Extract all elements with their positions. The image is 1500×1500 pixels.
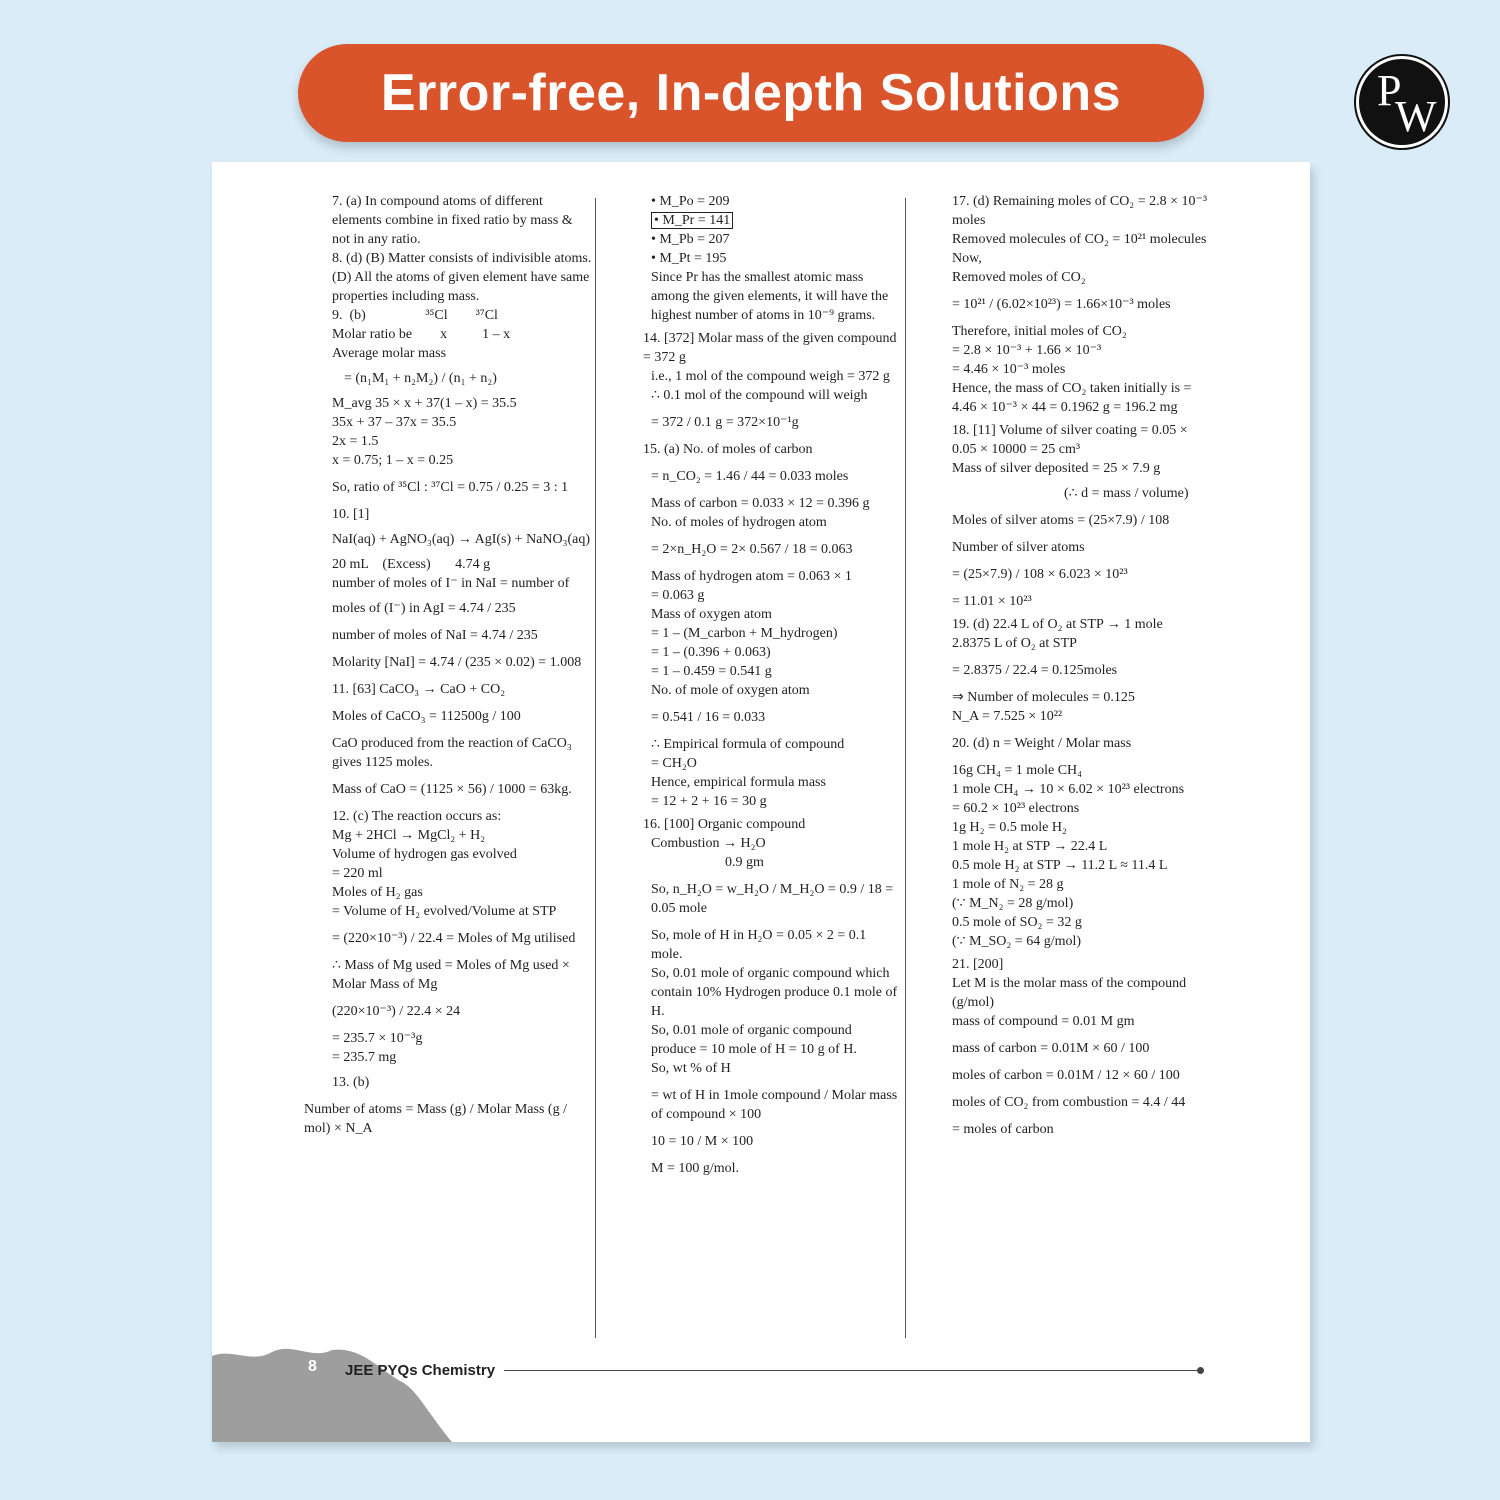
text-line: number of moles of I⁻ in NaI = number of — [332, 576, 570, 591]
text-line: M_avg 35 × x + 37(1 – x) = 35.5 — [332, 396, 517, 411]
text-line: Removed moles of CO₂ — [952, 270, 1086, 285]
text-line: Average molar mass — [332, 346, 447, 361]
text-line: 12. (c) The reaction occurs as: — [332, 809, 502, 824]
text-line: 20 mL (Excess) 4.74 g — [332, 557, 491, 572]
equation: = (25×7.9) / 108 × 6.023 × 10²³ — [952, 567, 1128, 582]
text-line: 1g H₂ = 0.5 mole H₂ — [952, 820, 1067, 835]
text-line: So, mole of H in H₂O = 0.05 × 2 = 0.1 mole. — [651, 928, 867, 962]
text-line: (∵ M_N₂ = 28 g/mol) — [952, 896, 1074, 911]
equation: = (n₁M₁ + n₂M₂) / (n₁ + n₂) — [344, 371, 497, 386]
text-line: So, wt % of H — [651, 1061, 731, 1076]
text-line: Mass of oxygen atom — [651, 607, 772, 622]
equation: moles of (I⁻) in AgI = 4.74 / 235 — [332, 601, 516, 616]
text-line: ⇒ Number of molecules = 0.125 — [952, 690, 1135, 705]
text-line: x = 0.75; 1 – x = 0.25 — [332, 453, 454, 468]
equation: So, ratio of ³⁵Cl : ³⁷Cl = 0.75 / 0.25 = 3 : 1 — [332, 480, 569, 495]
text-line: Let M is the molar mass of the compound (g/mol) — [952, 976, 1187, 1010]
column-divider-1 — [595, 198, 596, 1338]
equation: mass of carbon = 0.01M × 60 / 100 — [952, 1041, 1150, 1056]
equation: = 0.541 / 16 = 0.033 — [651, 710, 766, 725]
text-line: 11. [63] CaCO₃ → CaO + CO₂ — [332, 682, 506, 697]
equation: So, n_H₂O = w_H₂O / M_H₂O = 0.9 / 18 = 0.05 mole — [651, 882, 894, 916]
equation: (220×10⁻³) / 22.4 × 24 — [332, 1004, 461, 1019]
footer-rule-end-dot — [1197, 1367, 1204, 1374]
text-line: 0.5 mole of SO₂ = 32 g — [952, 915, 1082, 930]
text-line: 17. (d) Remaining moles of CO₂ = 2.8 × 10⁻³ moles — [952, 194, 1208, 228]
equation: = 10²¹ / (6.02×10²³) = 1.66×10⁻³ moles — [952, 297, 1171, 312]
column-2 — [615, 192, 900, 1178]
text-line: = Volume of H₂ evolved/Volume at STP — [332, 904, 557, 919]
text-line: = 235.7 mg — [332, 1050, 397, 1065]
text-line: Therefore, initial moles of CO₂ — [952, 324, 1127, 339]
text-line: No. of mole of oxygen atom — [651, 683, 810, 698]
text-line: = 235.7 × 10⁻³g — [332, 1031, 423, 1046]
equation: 20. (d) n = Weight / Molar mass — [952, 736, 1132, 751]
text-line: = 1 – (M_carbon + M_hydrogen) — [651, 626, 838, 641]
logo-letter-p: P — [1377, 66, 1402, 115]
text-line: 2.8375 L of O₂ at STP — [952, 636, 1077, 651]
footer-rule — [504, 1370, 1198, 1371]
text-line: No. of moles of hydrogen atom — [651, 515, 827, 530]
page-number: 8 — [308, 1358, 317, 1375]
column-divider-2 — [905, 198, 906, 1338]
text-line: 2x = 1.5 — [332, 434, 379, 449]
logo-letter-w: W — [1395, 92, 1437, 141]
text-line: 8. (d) (B) Matter consists of indivisible atoms. — [332, 251, 592, 266]
header-banner — [298, 44, 1204, 142]
banner-title: Error-free, In-depth Solutions — [380, 64, 1122, 122]
text-line: = 1 – (0.396 + 0.063) — [651, 645, 771, 660]
equation: = 372 / 0.1 g = 372×10⁻¹g — [651, 415, 799, 430]
text-line: 7. (a) In compound atoms of different elements combine in fixed ratio by mass & not in any ratio. — [332, 194, 573, 247]
text-line: So, 0.01 mole of organic compound produce = 10 mole of H = 10 g of H. — [651, 1023, 857, 1057]
equation: Mass of CaO = (1125 × 56) / 1000 = 63kg. — [332, 782, 572, 797]
text-line: ∴ 0.1 mol of the compound will weigh — [651, 388, 868, 403]
text-line: Hence, the mass of CO₂ taken initially is = 4.46 × 10⁻³ × 44 = 0.1962 g = 196.2 mg — [952, 381, 1192, 415]
text-line: mass of compound = 0.01 M gm — [952, 1014, 1135, 1029]
text-line: Moles of H₂ gas — [332, 885, 423, 900]
footer-wave — [212, 1342, 452, 1442]
equation: Number of atoms = Mass (g) / Molar Mass (g / mol) × N_A — [304, 1102, 567, 1136]
text-line: 14. [372] Molar mass of the given compound = 372 g — [643, 331, 897, 365]
text-line: 16. [100] Organic compound — [643, 817, 806, 832]
text-line: ∴ Empirical formula of compound — [651, 737, 845, 752]
text-line: = 220 ml — [332, 866, 383, 881]
equation: = 2×n_H₂O = 2× 0.567 / 18 = 0.063 — [651, 542, 853, 557]
text-line: 10. [1] — [332, 507, 370, 522]
text-line: = 1 – 0.459 = 0.541 g — [651, 664, 772, 679]
text-line: 0.9 gm — [725, 855, 764, 870]
text-line: 19. (d) 22.4 L of O₂ at STP → 1 mole — [952, 617, 1163, 632]
equation: Moles of silver atoms = (25×7.9) / 108 — [952, 513, 1170, 528]
text-line: = 0.063 g — [651, 588, 705, 603]
equation: = 2.8375 / 22.4 = 0.125moles — [952, 663, 1118, 678]
highlighted-value: • M_Pr = 141 — [651, 212, 733, 229]
book-page — [212, 162, 1310, 1442]
text-line: Mass of hydrogen atom = 0.063 × 1 — [651, 569, 852, 584]
text-line: = 11.01 × 10²³ — [952, 594, 1032, 609]
text-line: CaO produced from the reaction of CaCO₃ gives 1125 moles. — [332, 736, 572, 770]
text-line: 21. [200] — [952, 957, 1004, 972]
column-1 — [304, 192, 592, 1146]
text-line: Mass of silver deposited = 25 × 7.9 g — [952, 461, 1161, 476]
equation: Moles of CaCO₃ = 112500g / 100 — [332, 709, 521, 724]
text-line: 1 mole CH₄ → 10 × 6.02 × 10²³ electrons — [952, 782, 1185, 797]
list-item: • M_Pt = 195 — [651, 251, 727, 266]
text-line: Since Pr has the smallest atomic mass among the given elements, it will have the highest number of atoms in 10⁻⁹ grams. — [651, 270, 889, 323]
column-3 — [924, 192, 1212, 1139]
equation: NaI(aq) + AgNO₃(aq) → AgI(s) + NaNO₃(aq) — [332, 532, 591, 547]
text-line: (D) All the atoms of given element have same properties including mass. — [332, 270, 590, 304]
text-line: Mass of carbon = 0.033 × 12 = 0.396 g — [651, 496, 870, 511]
list-item: • M_Pb = 207 — [651, 232, 730, 247]
equation: = (220×10⁻³) / 22.4 = Moles of Mg utilised — [332, 931, 576, 946]
text-line: 18. [11] Volume of silver coating = 0.05 × 0.05 × 10000 = 25 cm³ — [952, 423, 1188, 457]
text-line: 35x + 37 – 37x = 35.5 — [332, 415, 457, 430]
equation: Molarity [NaI] = 4.74 / (235 × 0.02) = 1.008 — [332, 655, 582, 670]
book-title: JEE PYQs Chemistry — [345, 1362, 496, 1379]
text-line: 16g CH₄ = 1 mole CH₄ — [952, 763, 1083, 778]
text-line: Molar ratio be x 1 – x — [332, 327, 511, 342]
text-line: N_A = 7.525 × 10²² — [952, 709, 1063, 724]
equation: = wt of H in 1mole compound / Molar mass of compound × 100 — [651, 1088, 898, 1122]
text-line: = 60.2 × 10²³ electrons — [952, 801, 1080, 816]
text-line: = 4.46 × 10⁻³ moles — [952, 362, 1066, 377]
text-line: 13. (b) — [332, 1075, 370, 1090]
text-line: 9. (b) ³⁵Cl ³⁷Cl — [332, 308, 498, 323]
list-item — [615, 211, 900, 230]
text-line: 1 mole H₂ at STP → 22.4 L — [952, 839, 1108, 854]
equation: = n_CO₂ = 1.46 / 44 = 0.033 moles — [651, 469, 849, 484]
text-line: 0.5 mole H₂ at STP → 11.2 L ≈ 11.4 L — [952, 858, 1168, 873]
text-line: 1 mole of N₂ = 28 g — [952, 877, 1064, 892]
text-line: So, 0.01 mole of organic compound which contain 10% Hydrogen produce 0.1 mole of H. — [651, 966, 898, 1019]
text-line: Mg + 2HCl → MgCl₂ + H₂ — [332, 828, 486, 843]
text-line: ∴ Mass of Mg used = Moles of Mg used × Molar Mass of Mg — [332, 958, 570, 992]
text-line: = 12 + 2 + 16 = 30 g — [651, 794, 767, 809]
pw-logo — [1356, 56, 1448, 148]
text-line: (∵ M_SO₂ = 64 g/mol) — [952, 934, 1082, 949]
text-line: i.e., 1 mol of the compound weigh = 372 g — [651, 369, 890, 384]
text-line: Now, — [952, 251, 982, 266]
equation: (∴ d = mass / volume) — [1064, 486, 1189, 501]
text-line: Number of silver atoms — [952, 540, 1085, 555]
text-line: Volume of hydrogen gas evolved — [332, 847, 517, 862]
text-line: Removed molecules of CO₂ = 10²¹ molecules — [952, 232, 1207, 247]
equation: number of moles of NaI = 4.74 / 235 — [332, 628, 538, 643]
text-line: = CH₂O — [651, 756, 697, 771]
text-line: 15. (a) No. of moles of carbon — [643, 442, 813, 457]
text-line: = 2.8 × 10⁻³ + 1.66 × 10⁻³ — [952, 343, 1102, 358]
text-line: = moles of carbon — [952, 1122, 1054, 1137]
equation: Combustion → H₂O — [651, 836, 766, 851]
text-line: Hence, empirical formula mass — [651, 775, 826, 790]
equation: moles of CO₂ from combustion = 4.4 / 44 — [952, 1095, 1186, 1110]
equation: 10 = 10 / M × 100 — [651, 1134, 754, 1149]
text-line: M = 100 g/mol. — [651, 1161, 740, 1176]
list-item: • M_Po = 209 — [651, 194, 730, 209]
equation: moles of carbon = 0.01M / 12 × 60 / 100 — [952, 1068, 1180, 1083]
